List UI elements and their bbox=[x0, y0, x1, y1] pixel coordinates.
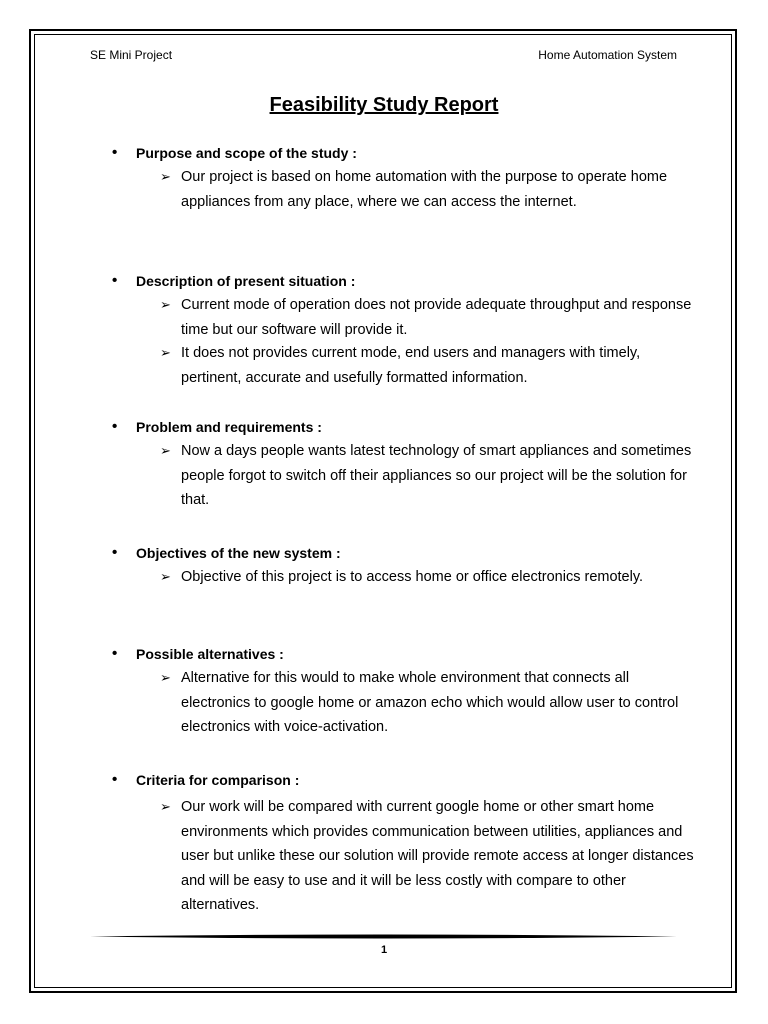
list-item: Alternative for this would to make whole environment that connects all electronics to google home or amazon echo which would allow user to control electronics with voice-activation. bbox=[181, 670, 679, 735]
arrow-bullet-icon: ➢ bbox=[160, 345, 171, 360]
arrow-bullet-icon: ➢ bbox=[160, 297, 171, 312]
header-system-label: Home Automation System bbox=[538, 48, 677, 62]
section-heading: Problem and requirements : bbox=[136, 419, 322, 435]
bullet-icon: • bbox=[112, 544, 118, 561]
arrow-bullet-icon: ➢ bbox=[160, 670, 171, 685]
section-heading: Criteria for comparison : bbox=[136, 772, 300, 788]
bullet-icon: • bbox=[112, 418, 118, 435]
header-project-label: SE Mini Project bbox=[90, 48, 173, 62]
list-item: It does not provides current mode, end users and managers with timely, pertinent, accurate and usefully formatted information. bbox=[181, 345, 641, 386]
section-heading: Possible alternatives : bbox=[136, 646, 284, 662]
section-heading: Objectives of the new system : bbox=[136, 545, 341, 561]
bullet-icon: • bbox=[112, 272, 118, 289]
arrow-bullet-icon: ➢ bbox=[160, 569, 171, 584]
bullet-icon: • bbox=[112, 771, 118, 788]
list-item: Our project is based on home automation with the purpose to operate home appliances from any place, where we can access the internet. bbox=[181, 169, 668, 210]
arrow-bullet-icon: ➢ bbox=[160, 169, 171, 184]
section-heading: Description of present situation : bbox=[136, 273, 356, 289]
list-item: Objective of this project is to access home or office electronics remotely. bbox=[181, 569, 644, 585]
list-item: Now a days people wants latest technology of smart appliances and sometimes people forgot to switch off their appliances so our project will be the solution for that. bbox=[181, 443, 692, 508]
page-title: Feasibility Study Report bbox=[269, 94, 499, 116]
section-heading: Purpose and scope of the study : bbox=[136, 145, 357, 161]
list-item: Our work will be compared with current google home or other smart home environments which provides communication between utilities, appliances and user but unlike these our solution will provide remote access at longer distances and will be easy to use and it will be less costly with compare to other alternatives. bbox=[181, 799, 694, 913]
list-item: Current mode of operation does not provide adequate throughput and response time but our software will provide it. bbox=[181, 297, 692, 338]
bullet-icon: • bbox=[112, 645, 118, 662]
arrow-bullet-icon: ➢ bbox=[160, 799, 171, 814]
page-number: 1 bbox=[380, 944, 388, 956]
footer-divider bbox=[90, 934, 677, 939]
bullet-icon: • bbox=[112, 144, 118, 161]
arrow-bullet-icon: ➢ bbox=[160, 443, 171, 458]
